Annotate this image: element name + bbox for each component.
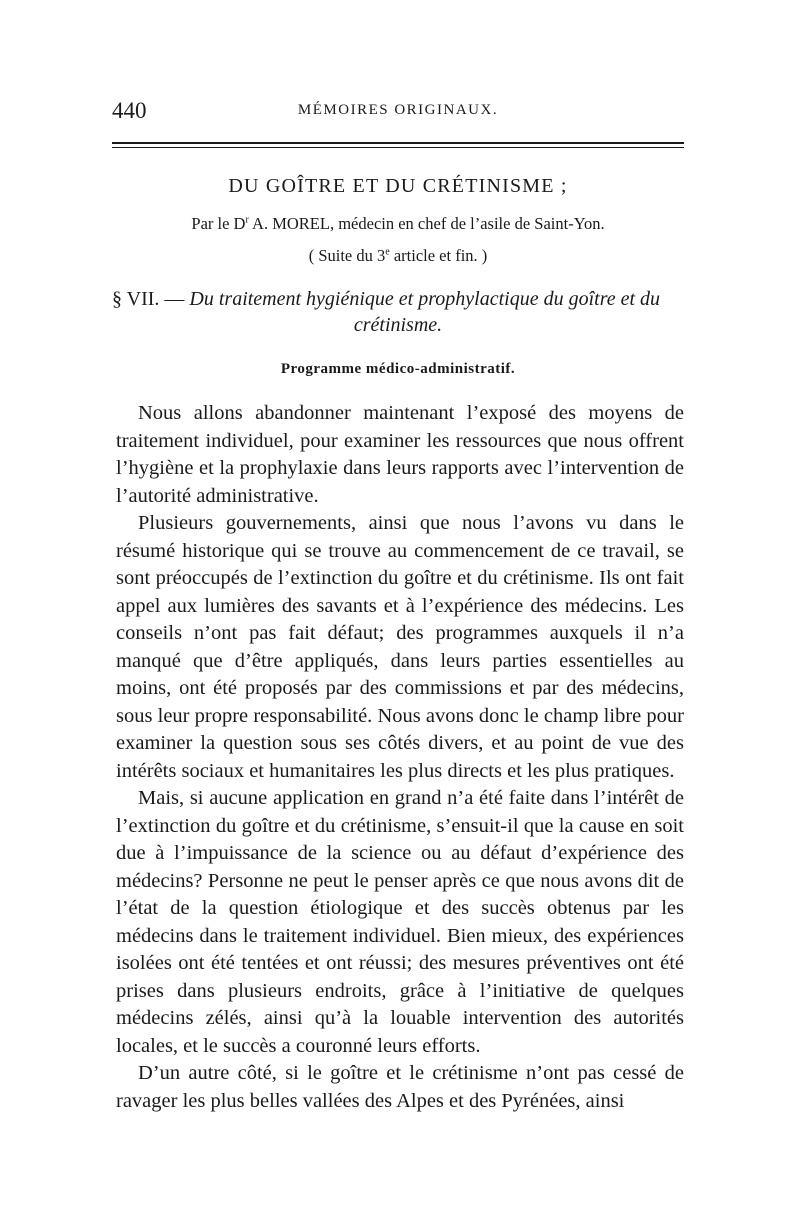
- header-rule-thin: [112, 147, 684, 148]
- continuation-rest: article et fin. ): [389, 246, 488, 265]
- section-title-line2: crétinisme.: [353, 314, 443, 336]
- section-title-line1: Du traitement hygiénique et prophylactique du goître et du: [189, 288, 661, 310]
- header-rule-thick: [112, 142, 684, 144]
- article-title: DU GOÎTRE ET DU CRÉTINISME ;: [228, 175, 568, 197]
- byline-rest: A. MOREL, médecin en chef de l’asile de Saint-Yon.: [248, 214, 605, 233]
- page-number: 440: [112, 98, 147, 123]
- byline-prefix: Par le D: [191, 214, 246, 233]
- continuation-superscript: e: [385, 246, 390, 258]
- paragraph-3: Mais, si aucune application en grand n’a été faite dans l’intérêt de l’extinction du goître et du crétinisme, s’ensuit-il que la cause en soit due à l’impuissance de la science ou au défaut d’expérience des médecins? Personne ne peut le penser après ce que nous avons dit de l’état de la question étiologique et des succès obtenus par les médecins dans le traitement individuel. Bien mieux, des expériences isolées ont été tentées et ont réussi; des mesures préventives ont été prises dans plusieurs endroits, grâce à l’initiative de quelques médecins zélés, ainsi qu’à la louable intervention des autorités locales, et le succès a couronné leurs efforts.: [116, 787, 684, 1057]
- byline-superscript: r: [245, 214, 249, 226]
- body-text: [116, 400, 684, 1115]
- continuation-prefix: ( Suite du 3: [308, 246, 386, 265]
- paragraph-4: D’un autre côté, si le goître et le crétinisme n’ont pas cessé de ravager les plus belles vallées des Alpes et des Pyrénées, ainsi: [116, 1062, 684, 1112]
- author-byline: [112, 214, 684, 234]
- paragraph-2: Plusieurs gouvernements, ainsi que nous l’avons vu dans le résumé historique qui se trouve au commencement de ce travail, se sont préoccupés de l’extinction du goître et du crétinisme. Ils ont fait appel aux lumières des savants et à l’expérience des médecins. Les conseils n’ont pas fait défaut; des programmes auxquels il n’a manqué que d’être appliqués, dans leurs parties essentielles au moins, ont été proposés par des commissions et par des médecins, sous leur propre responsabilité. Nous avons donc le champ libre pour examiner la question sous ses côtés divers, et au point de vue des intérêts sociaux et humanitaires les plus directs et les plus pratiques.: [116, 512, 684, 782]
- running-head: [112, 98, 684, 128]
- running-title: MÉMOIRES ORIGINAUX.: [297, 102, 499, 118]
- subsection-heading: Programme médico-administratif.: [280, 361, 516, 377]
- section-number: § VII. —: [112, 288, 190, 310]
- section-heading: [112, 286, 684, 338]
- paragraph-1: Nous allons abandonner maintenant l’exposé des moyens de traitement individuel, pour examiner les ressources que nous offrent l’hygiène et la prophylaxie dans leurs rapports avec l’intervention de l’autorité administrative.: [116, 402, 684, 507]
- continuation-note: [112, 246, 684, 266]
